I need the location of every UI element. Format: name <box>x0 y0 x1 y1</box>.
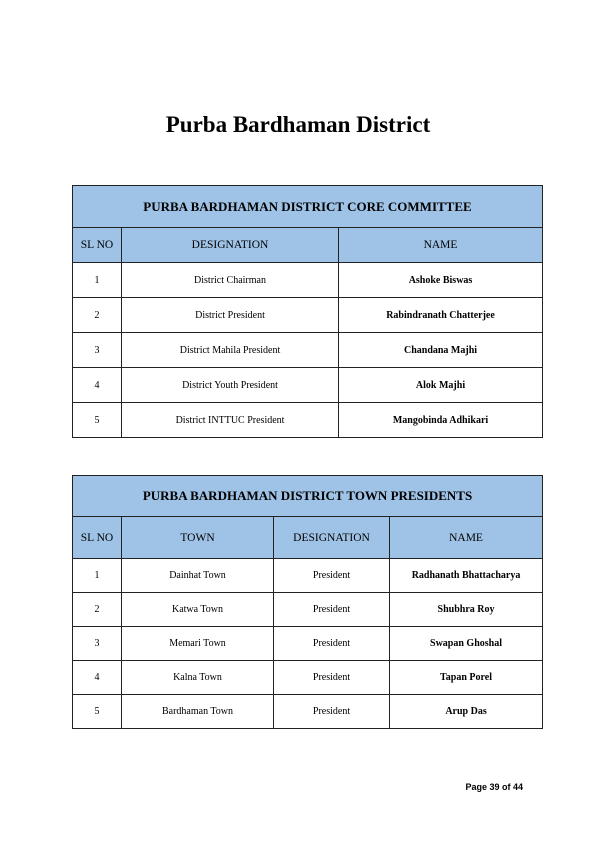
sl-cell: 2 <box>73 298 122 333</box>
table-row <box>73 593 543 627</box>
town-cell: Bardhaman Town <box>122 695 274 729</box>
designation-cell: President <box>274 627 390 661</box>
sl-cell: 3 <box>73 627 122 661</box>
designation-cell: President <box>274 695 390 729</box>
column-header-sl: SL NO <box>73 228 122 263</box>
sl-cell: 4 <box>73 661 122 695</box>
page-number: Page 39 of 44 <box>465 782 523 792</box>
name-cell: Arup Das <box>390 695 543 729</box>
page-title: Purba Bardhaman District <box>165 112 431 137</box>
table-row <box>73 627 543 661</box>
name-cell: Tapan Porel <box>390 661 543 695</box>
name-cell: Radhanath Bhattacharya <box>390 559 543 593</box>
core-committee-table <box>72 185 543 438</box>
designation-cell: District Chairman <box>122 263 339 298</box>
table-row <box>73 333 543 368</box>
sl-cell: 3 <box>73 333 122 368</box>
designation-cell: District INTTUC President <box>122 403 339 438</box>
column-header-name: NAME <box>390 517 543 559</box>
name-cell: Ashoke Biswas <box>339 263 543 298</box>
table-row <box>73 403 543 438</box>
designation-cell: President <box>274 661 390 695</box>
table-row <box>73 298 543 333</box>
name-cell: Swapan Ghoshal <box>390 627 543 661</box>
designation-cell: District Youth President <box>122 368 339 403</box>
name-cell: Rabindranath Chatterjee <box>339 298 543 333</box>
table-row <box>73 661 543 695</box>
town-cell: Dainhat Town <box>122 559 274 593</box>
table-row <box>73 368 543 403</box>
town-presidents-table <box>72 475 543 729</box>
name-cell: Chandana Majhi <box>339 333 543 368</box>
sl-cell: 2 <box>73 593 122 627</box>
column-header-name: NAME <box>339 228 543 263</box>
sl-cell: 1 <box>73 559 122 593</box>
column-header-designation: DESIGNATION <box>274 517 390 559</box>
sl-cell: 4 <box>73 368 122 403</box>
table-row <box>73 263 543 298</box>
column-header-town: TOWN <box>122 517 274 559</box>
table-caption: PURBA BARDHAMAN DISTRICT CORE COMMITTEE <box>73 186 543 228</box>
designation-cell: District Mahila President <box>122 333 339 368</box>
column-header-sl: SL NO <box>73 517 122 559</box>
town-cell: Memari Town <box>122 627 274 661</box>
table-row <box>73 695 543 729</box>
designation-cell: District President <box>122 298 339 333</box>
town-cell: Katwa Town <box>122 593 274 627</box>
designation-cell: President <box>274 559 390 593</box>
sl-cell: 5 <box>73 695 122 729</box>
name-cell: Alok Majhi <box>339 368 543 403</box>
table-row <box>73 559 543 593</box>
town-cell: Kalna Town <box>122 661 274 695</box>
designation-cell: President <box>274 593 390 627</box>
column-header-designation: DESIGNATION <box>122 228 339 263</box>
table-caption: PURBA BARDHAMAN DISTRICT TOWN PRESIDENTS <box>73 476 543 517</box>
sl-cell: 5 <box>73 403 122 438</box>
sl-cell: 1 <box>73 263 122 298</box>
name-cell: Shubhra Roy <box>390 593 543 627</box>
name-cell: Mangobinda Adhikari <box>339 403 543 438</box>
